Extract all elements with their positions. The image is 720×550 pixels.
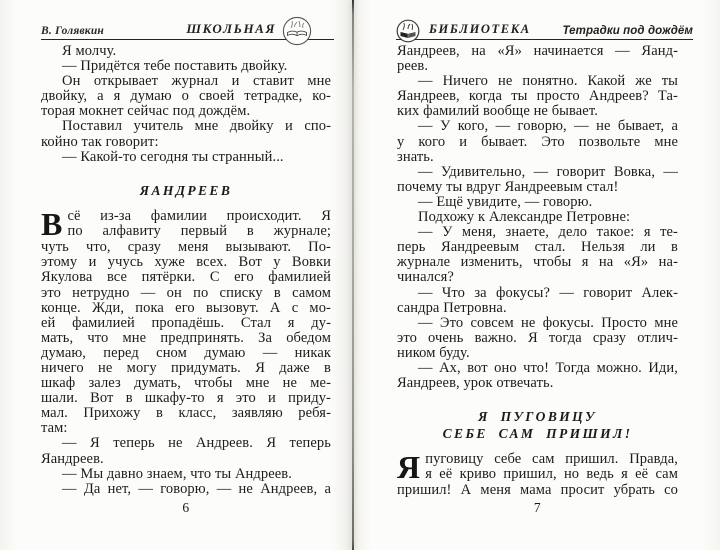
text-line: пришил! А меня мама просит убрать со (397, 482, 678, 499)
text-line: Он открывает журнал и ставит мне (62, 73, 331, 90)
text-line: сё из-за фамилии происходит. Я (67, 209, 331, 225)
story-title-line: СЕБЕ САМ ПРИШИЛ! (442, 425, 633, 441)
text-line: койно так говорит: (41, 133, 159, 150)
text-line: Яандреев. (41, 450, 104, 467)
text-line: думаю, перед сном думаю — никак (41, 344, 331, 361)
page-header (41, 13, 334, 40)
text-line: ником буду. (397, 344, 470, 361)
text-line: — У меня, знаете, дело такое: я те- (418, 224, 678, 241)
drop-cap: В (41, 209, 63, 241)
dropcap-paragraph (397, 452, 678, 483)
story-title-line: ЯАНДРЕЕВ (139, 182, 233, 198)
page-number: 7 (533, 500, 542, 515)
text-line: Я молчу. (62, 43, 117, 59)
author-name: В. Голявкин (41, 25, 105, 37)
text-line: почему ты вдруг Яандреевым стал! (397, 178, 619, 195)
text-line: Яандреев, когда ты просто Андреев? Та- (397, 88, 678, 105)
series-title: БИБЛИОТЕКА (429, 22, 531, 36)
text-line: у кого и бывает. Это позвольте мне (397, 133, 678, 150)
text-line: конце. Жди, пока его вызовут. А с мо- (41, 299, 331, 316)
text-line: — Ах, вот оно что! Тогда можно. Иди, (418, 359, 678, 376)
open-book-series-logo-icon (396, 19, 420, 43)
text-line: — Это совсем не фокусы. Просто мне (418, 314, 678, 331)
text-line: ничего не могу придумать. Я даже в (41, 360, 331, 376)
text-line: чинался? (397, 269, 454, 286)
text-line: чуть что, сразу меня вызывают. По- (41, 239, 331, 256)
text-line: ей фамилией пропадёшь. Стал я ду- (41, 314, 331, 331)
dropcap-paragraph (41, 209, 331, 240)
story-title-line: Я ПУГОВИЦУ (478, 409, 597, 425)
text-line: Яандреев, на «Я» начинается — Яанд- (397, 43, 678, 59)
text-line: Яандреев, урок отвечать. (397, 375, 554, 392)
text-line: я её криво пришил, но ведь я её сам (425, 466, 678, 483)
text-line: — Удивительно, — говорит Вовка, — (418, 163, 678, 180)
text-line: Якулова все пятёрки. С его фамилией (41, 269, 331, 286)
page-text-column (397, 44, 678, 498)
right-page (355, 0, 720, 550)
text-line: — Придётся тебе поставить двойку. (62, 58, 288, 75)
text-line: это очень важно. Я тогда сразу отлич- (397, 329, 678, 346)
gutter-shadow (352, 0, 354, 550)
text-line: ких фамилий вообще не бывает. (397, 103, 598, 120)
text-line: — У кого, — говорю, — не бывает, а (418, 118, 678, 135)
drop-cap: Я (397, 452, 421, 484)
text-line: пуговицу себе сам пришил. Правда, (425, 452, 678, 468)
story-title (41, 183, 331, 200)
text-line: журнале изменить, чтобы я на «Я» на- (397, 254, 678, 271)
page-header (396, 13, 693, 40)
text-line: знать. (397, 148, 434, 165)
text-line: мал. Прихожу в класс, заявляю ребя- (41, 405, 331, 422)
series-title: ШКОЛЬНАЯ (186, 21, 276, 36)
text-line: это нетрудно — он по списку в самом (41, 284, 331, 301)
text-line: перь Яандреевым стал. Нельзя ли в (397, 239, 678, 256)
story-title (397, 409, 678, 442)
text-line: этому и учусь хуже всех. Вот у Вовки (41, 254, 331, 271)
text-line: шали. Вот в шкафу-то я это и приду- (41, 390, 331, 407)
page-text-column (41, 44, 331, 497)
text-line: Поставил учитель мне двойку и спо- (62, 118, 331, 135)
text-line: — Какой-то сегодня ты странный... (62, 148, 284, 165)
text-line: — Я теперь не Андреев. Я теперь (62, 435, 331, 452)
text-line: — Да нет, — говорю, — не Андреев, а (62, 480, 331, 497)
text-line: двойку, а я думаю о своей тетрадке, ко- (41, 88, 331, 105)
text-line: реев. (397, 58, 429, 75)
text-line: — Мы давно знаем, что ты Андреев. (62, 465, 292, 482)
text-line: — Ничего не понятно. Какой же ты (418, 73, 678, 90)
text-line: мать, что мне предпринять. За обедом (41, 329, 331, 346)
text-line: шкаф залез думать, чтобы мне не ме- (41, 375, 331, 392)
text-line: там: (41, 420, 68, 437)
running-title: Тетрадки под дождём (562, 25, 693, 37)
text-line: — Что за фокусы? — говорит Алек- (418, 284, 678, 301)
text-line: Подхожу к Александре Петровне: (418, 209, 631, 226)
text-line: — Ещё увидите, — говорю. (418, 193, 593, 210)
text-line: по алфавиту первый в журнале; (67, 223, 331, 240)
text-line: торая мокнет сейчас под дождём. (41, 103, 251, 120)
text-line: сандра Петровна. (397, 299, 507, 316)
page-number: 6 (182, 500, 190, 515)
left-page (0, 0, 354, 550)
open-book-series-logo-icon (282, 16, 312, 46)
